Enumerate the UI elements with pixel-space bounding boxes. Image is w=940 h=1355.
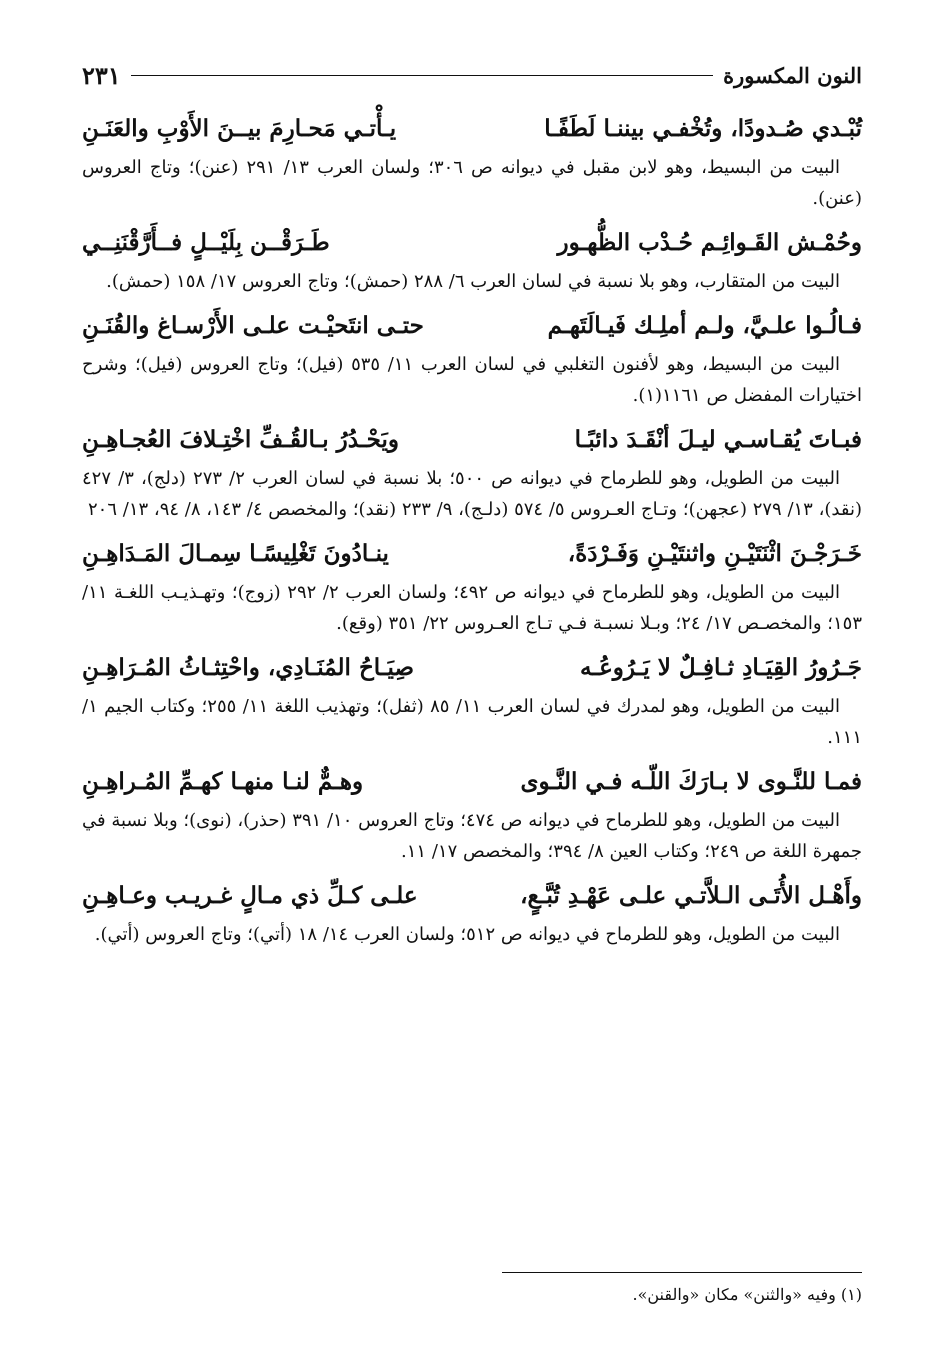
verse: [82, 873, 862, 919]
verse-second-hemistich: حتـى انتَحيْـت علـى الأَرْسـاغ والقُنَـنِ: [82, 312, 424, 339]
verse-first-hemistich: وحُمْـش القَـوائِـم حُـدْب الظُّهـور: [557, 229, 862, 256]
verse-second-hemistich: علـى كـلِّ ذي مـالٍ غـريـب وعـاهِـنِ: [82, 882, 418, 909]
verse: [82, 303, 862, 349]
page-header: [82, 58, 862, 92]
verse-first-hemistich: فبـاتَ يُقـاسـي ليـلَ أنْقَـدَ دائبًـا: [574, 426, 862, 453]
verse-entry-3: [82, 303, 862, 411]
verse-first-hemistich: خَـرَجْـنَ اثْنَتَيْـنِ واثنتَيْـنِ وَفَـرْدَةً،: [567, 540, 862, 567]
verse-second-hemistich: ويَحْـدُرُ بـالقُـفِّ اخْتِـلافَ العُجـاهِـنِ: [82, 426, 399, 453]
verse-entry-2: [82, 220, 862, 297]
verse-note: البيت من الطويل، وهو لمدرك في لسان العرب ١١/ ٨٥ (ثفل)؛ وتهذيب اللغة ١١/ ٢٥٥؛ وكتاب الجيم ١/ ١١١.: [82, 696, 862, 748]
verse-second-hemistich: طَـرَقْــن بِلَيْــلٍ فــأَرَّقْنَنِــي: [82, 229, 330, 256]
footnote-rule: [502, 1272, 862, 1273]
verse-second-hemistich: وهـمٌّ لنـا منهـا كهـمِّ المُـراهِـنِ: [82, 768, 364, 795]
verse: [82, 106, 862, 152]
verse-note: البيت من الطويل، وهو للطرماح في ديوانه ص ٥٠٠؛ بلا نسبة في لسان العرب ٢/ ٢٧٣ (دلج)، ٣/ ٤٢٧ (نقد)، ١٣/ ٢٧٩ (عجهن)؛ وتـاج العـروس ٥/ ٥٧٤ (دلـج)، ٩/ ٢٣٣ (نقد)؛ والمخصص ٤/ ١٤٣، ٨/ ٩٤، ١٣/ ٢٠٦: [82, 468, 862, 520]
verse-second-hemistich: يـأْتـي مَحـارِمَ بيــنَ الأَوْبِ والعَنَـنِ: [82, 115, 397, 142]
verse-note: البيت من الطويل، وهو للطرماح في ديوانه ص ٤٩٢؛ ولسان العرب ٢/ ٢٩٢ (زوج)؛ وتهـذيـب اللغـة ١١/ ١٥٣؛ والمخصـص ١٧/ ٢٤؛ وبـلا نسبـة فـي تـاج العـروس ٢٢/ ٣٥١ (وقع).: [82, 582, 862, 634]
verse-first-hemistich: فـالُـوا علـيَّ، ولـم أملِـك فَيـالَتَهـم: [547, 312, 862, 339]
verse: [82, 759, 862, 805]
verse-entry-7: [82, 759, 862, 867]
verse-entry-6: [82, 645, 862, 753]
chapter-title: النون المكسورة: [723, 62, 862, 88]
verse-first-hemistich: وأَهْـل الأُتَـى الـلاَّتـي علـى عَهْـدِ تُبَّـعٍ،: [520, 882, 862, 909]
verse-note: البيت من الطويل، وهو للطرماح في ديوانه ص ٤٧٤؛ وتاج العروس ١٠/ ٣٩١ (حذر)، (نوى)؛ وبلا نسبة في جمهرة اللغة ص ٢٤٩؛ وكتاب العين ٨/ ٣٩٤؛ والمخصص ١٧/ ١١.: [82, 810, 862, 862]
page-body: [82, 106, 862, 956]
verse-entry-5: [82, 531, 862, 639]
verse: [82, 531, 862, 577]
page-number: ٢٣١: [82, 60, 121, 90]
verse-entry-4: [82, 417, 862, 525]
verse-first-hemistich: فمـا للنَّـوى لا بـارَكَ اللّـه فـي النَّـوى: [520, 768, 862, 795]
verse-first-hemistich: جَـرُورُ القِيَـادِ ثـافِـلٌ لا يَـرُوعُـه: [580, 654, 862, 681]
header-rule: [131, 75, 713, 76]
verse: [82, 220, 862, 266]
verse-note: البيت من الطويل، وهو للطرماح في ديوانه ص ٥١٢؛ ولسان العرب ١٤/ ١٨ (أتي)؛ وتاج العروس (أتي).: [94, 924, 840, 945]
verse-entry-8: [82, 873, 862, 950]
verse-first-hemistich: تُبْـدي صُـدودًا، وتُخْفـي بيننـا لَطَفًـا: [544, 115, 862, 142]
verse: [82, 417, 862, 463]
verse-note: البيت من المتقارب، وهو بلا نسبة في لسان العرب ٦/ ٢٨٨ (حمش)؛ وتاج العروس ١٧/ ١٥٨ (حمش).: [106, 271, 840, 292]
verse: [82, 645, 862, 691]
verse-second-hemistich: صِيَـاحُ المُنَـادِي، واحْتِثـاثُ المُـرَاهِـنِ: [82, 654, 415, 681]
verse-note: البيت من البسيط، وهو لابن مقبل في ديوانه ص ٣٠٦؛ ولسان العرب ١٣/ ٢٩١ (عنن)؛ وتاج العروس (عنن).: [82, 157, 862, 209]
verse-note: البيت من البسيط، وهو لأفنون التغلبي في لسان العرب ١١/ ٥٣٥ (فيل)؛ وتاج العروس (فيل)؛ وشرح اختيارات المفضل ص ١١٦١(١).: [82, 354, 862, 406]
verse-second-hemistich: ينـادُونَ تَغْلِيسًـا سِمـالَ المَـدَاهِـنِ: [82, 540, 389, 567]
footnote: (١) وفيه «والثنن» مكان «والقنن».: [632, 1285, 862, 1304]
verse-entry-1: [82, 106, 862, 214]
